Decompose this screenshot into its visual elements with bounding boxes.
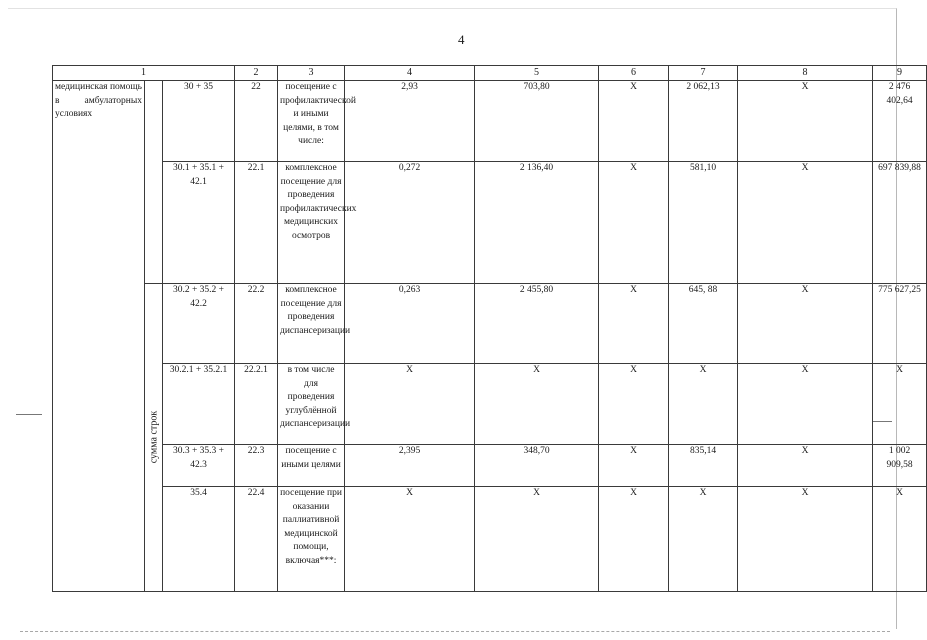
- financing-table: [52, 65, 927, 592]
- row-col-9: Х: [873, 487, 927, 592]
- row-col-9: 2 476 402,64: [873, 81, 927, 162]
- table-row: [53, 364, 927, 445]
- column-header-2: 2: [235, 66, 278, 81]
- row-col-7: Х: [669, 487, 738, 592]
- table-row: [53, 162, 927, 284]
- row-formula: 30.2.1 + 35.2.1: [163, 364, 235, 445]
- row-col-8: Х: [738, 445, 873, 487]
- row-col-7: Х: [669, 364, 738, 445]
- row-formula: 30 + 35: [163, 81, 235, 162]
- row-col-4: 2,93: [345, 81, 475, 162]
- row-description: посещение с профилактической и иными целями, в том числе:: [278, 81, 345, 162]
- row-line-number: 22.2.1: [235, 364, 278, 445]
- row-col-4: 0,272: [345, 162, 475, 284]
- row-formula: 30.1 + 35.1 + 42.1: [163, 162, 235, 284]
- column-header-8: 8: [738, 66, 873, 81]
- row-col-7: 2 062,13: [669, 81, 738, 162]
- scan-bottom-noise: [20, 631, 890, 632]
- row-line-number: 22: [235, 81, 278, 162]
- column-number-row: [53, 66, 927, 81]
- row-col-4: 0,263: [345, 284, 475, 364]
- column-header-9: 9: [873, 66, 927, 81]
- column-header-3: 3: [278, 66, 345, 81]
- row-col-5: Х: [475, 487, 599, 592]
- row-col-6: Х: [599, 81, 669, 162]
- left-margin-mark: [16, 414, 42, 415]
- row-description: комплексное посещение для проведения профилактических медицинских осмотров: [278, 162, 345, 284]
- row-col-8: Х: [738, 162, 873, 284]
- row-line-number: 22.4: [235, 487, 278, 592]
- row-description: в том числе для проведения углублённой диспансеризации: [278, 364, 345, 445]
- row-col-5: 703,80: [475, 81, 599, 162]
- row-col-9: 697 839,88: [873, 162, 927, 284]
- row-line-number: 22.3: [235, 445, 278, 487]
- row-col-9: 775 627,25: [873, 284, 927, 364]
- row-formula: 30.3 + 35.3 + 42.3: [163, 445, 235, 487]
- row-col-6: Х: [599, 487, 669, 592]
- column-header-1: 1: [53, 66, 235, 81]
- column-header-4: 4: [345, 66, 475, 81]
- row-col-4: 2,395: [345, 445, 475, 487]
- row-col-8: Х: [738, 487, 873, 592]
- table-row: [53, 81, 927, 162]
- row-col-6: Х: [599, 445, 669, 487]
- column-header-6: 6: [599, 66, 669, 81]
- page-number: 4: [458, 32, 465, 47]
- table-row: [53, 445, 927, 487]
- column-header-7: 7: [669, 66, 738, 81]
- row-col-5: 348,70: [475, 445, 599, 487]
- table-row: [53, 487, 927, 592]
- row-formula: 30.2 + 35.2 + 42.2: [163, 284, 235, 364]
- row-col-6: Х: [599, 364, 669, 445]
- vertical-label-cell: [145, 284, 163, 592]
- row-col-5: 2 136,40: [475, 162, 599, 284]
- row-col-9: Х: [873, 364, 927, 445]
- row-col-7: 645, 88: [669, 284, 738, 364]
- row-col-7: 581,10: [669, 162, 738, 284]
- row-col-6: Х: [599, 162, 669, 284]
- row-col-9: 1 002 909,58: [873, 445, 927, 487]
- row-formula: 35.4: [163, 487, 235, 592]
- row-description: посещение с иными целями: [278, 445, 345, 487]
- table-row: [53, 284, 927, 364]
- blank-cell: [145, 81, 163, 284]
- row-col-4: Х: [345, 487, 475, 592]
- row-line-number: 22.2: [235, 284, 278, 364]
- vertical-sum-label: сумма строк: [147, 410, 159, 464]
- row-description: комплексное посещение для проведения диспансеризации: [278, 284, 345, 364]
- row-col-5: Х: [475, 364, 599, 445]
- row-col-8: Х: [738, 81, 873, 162]
- row-line-number: 22.1: [235, 162, 278, 284]
- row-col-4: Х: [345, 364, 475, 445]
- row-col-8: Х: [738, 364, 873, 445]
- row-description: посещение при оказании паллиативной медицинской помощи, включая***:: [278, 487, 345, 592]
- section-label: медицинская помощь в амбулаторных условиях: [53, 81, 145, 592]
- row-col-6: Х: [599, 284, 669, 364]
- row-col-5: 2 455,80: [475, 284, 599, 364]
- row-col-7: 835,14: [669, 445, 738, 487]
- row-col-8: Х: [738, 284, 873, 364]
- column-header-5: 5: [475, 66, 599, 81]
